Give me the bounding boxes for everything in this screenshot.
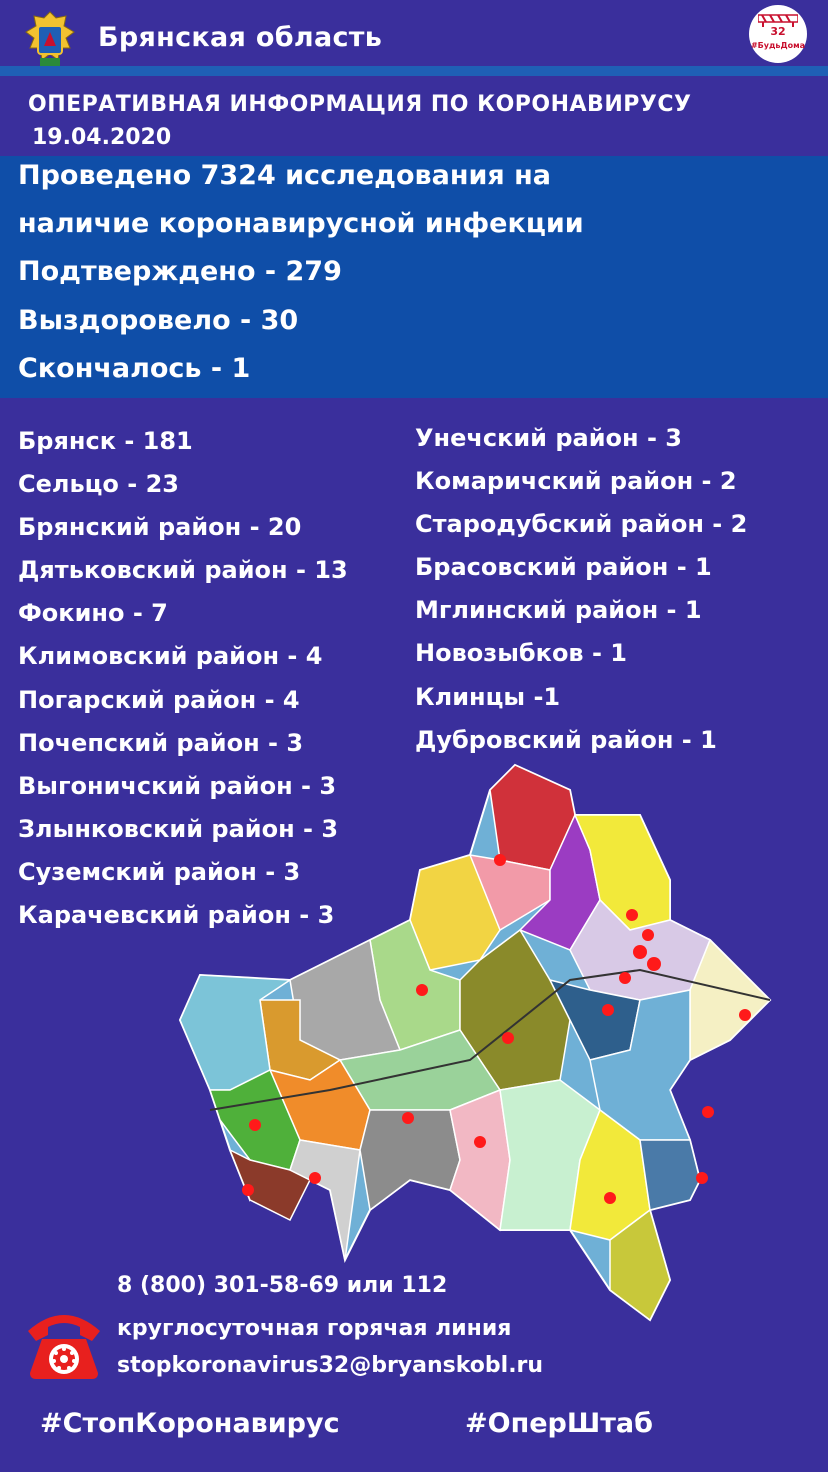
header-divider xyxy=(0,66,828,76)
list-item: Фокино - 7 xyxy=(18,599,168,628)
case-marker xyxy=(647,957,661,971)
hashtag-opershtab: #ОперШтаб xyxy=(465,1408,653,1439)
region-title: Брянская область xyxy=(98,22,383,53)
list-item: Новозыбков - 1 xyxy=(415,639,627,668)
list-item: Брасовский район - 1 xyxy=(415,553,712,582)
list-item: Брянск - 181 xyxy=(18,427,193,455)
case-marker xyxy=(502,1032,514,1044)
list-item: Клинцы -1 xyxy=(415,682,561,711)
red-telephone-icon xyxy=(22,1305,106,1381)
badge-hashtag: #БудьДома xyxy=(750,41,806,50)
report-date: 19.04.2020 xyxy=(32,125,172,150)
case-marker xyxy=(249,1119,261,1131)
case-marker xyxy=(702,1106,714,1118)
hotline-caption: круглосуточная горячая линия xyxy=(117,1316,512,1341)
list-item: Унечский район - 3 xyxy=(415,424,682,452)
list-item: Мглинский район - 1 xyxy=(415,596,702,625)
case-marker xyxy=(416,984,428,996)
list-item: Брянский район - 20 xyxy=(18,513,302,542)
region-map xyxy=(170,760,800,1340)
tests-line-2: наличие коронавирусной инфекции xyxy=(18,208,584,239)
map-district-karachev xyxy=(690,940,770,1060)
case-marker xyxy=(696,1172,708,1184)
case-marker xyxy=(494,854,506,866)
case-marker xyxy=(242,1184,254,1196)
badge-number: 32 xyxy=(770,25,786,38)
list-item: Погарский район - 4 xyxy=(18,685,300,714)
died-count: Скончалось - 1 xyxy=(18,353,251,384)
case-marker xyxy=(474,1136,486,1148)
list-item: Стародубский район - 2 xyxy=(415,510,748,539)
case-marker xyxy=(602,1004,614,1016)
list-item: Комаричский район - 2 xyxy=(415,467,737,496)
list-item: Дятьковский район - 13 xyxy=(18,556,348,585)
list-item: Карачевский район - 3 xyxy=(18,901,335,930)
map-district-starodub xyxy=(360,1110,460,1210)
districts-right-list xyxy=(415,417,747,762)
case-marker xyxy=(626,909,638,921)
map-district-komarichi xyxy=(640,1140,700,1210)
case-marker xyxy=(309,1172,321,1184)
confirmed-count: Подтверждено - 279 xyxy=(18,256,342,287)
list-item: Сельцо - 23 xyxy=(18,470,179,499)
case-marker xyxy=(402,1112,414,1124)
list-item: Почепский район - 3 xyxy=(18,728,304,757)
recovered-count: Выздоровело - 30 xyxy=(18,305,299,336)
page-title: ОПЕРАТИВНАЯ ИНФОРМАЦИЯ ПО КОРОНАВИРУСУ xyxy=(28,92,692,117)
tests-line-1: Проведено 7324 исследования на xyxy=(18,160,551,191)
case-marker xyxy=(604,1192,616,1204)
list-item: Выгоничский район - 3 xyxy=(18,771,337,800)
case-marker xyxy=(633,945,647,959)
list-item: Климовский район - 4 xyxy=(18,642,323,671)
stay-home-badge xyxy=(749,5,807,63)
hashtag-stop-coronavirus: #СтопКоронавирус xyxy=(40,1408,340,1439)
case-marker xyxy=(642,929,654,941)
list-item: Злынковский район - 3 xyxy=(18,814,339,843)
contact-email: stopkoronavirus32@bryanskobl.ru xyxy=(117,1353,544,1378)
list-item: Дубровский район - 1 xyxy=(415,725,717,754)
case-marker xyxy=(619,972,631,984)
list-item: Суземский район - 3 xyxy=(18,857,301,886)
coat-of-arms-icon xyxy=(22,10,78,72)
case-marker xyxy=(739,1009,751,1021)
hotline-phone: 8 (800) 301-58-69 или 112 xyxy=(117,1273,448,1298)
